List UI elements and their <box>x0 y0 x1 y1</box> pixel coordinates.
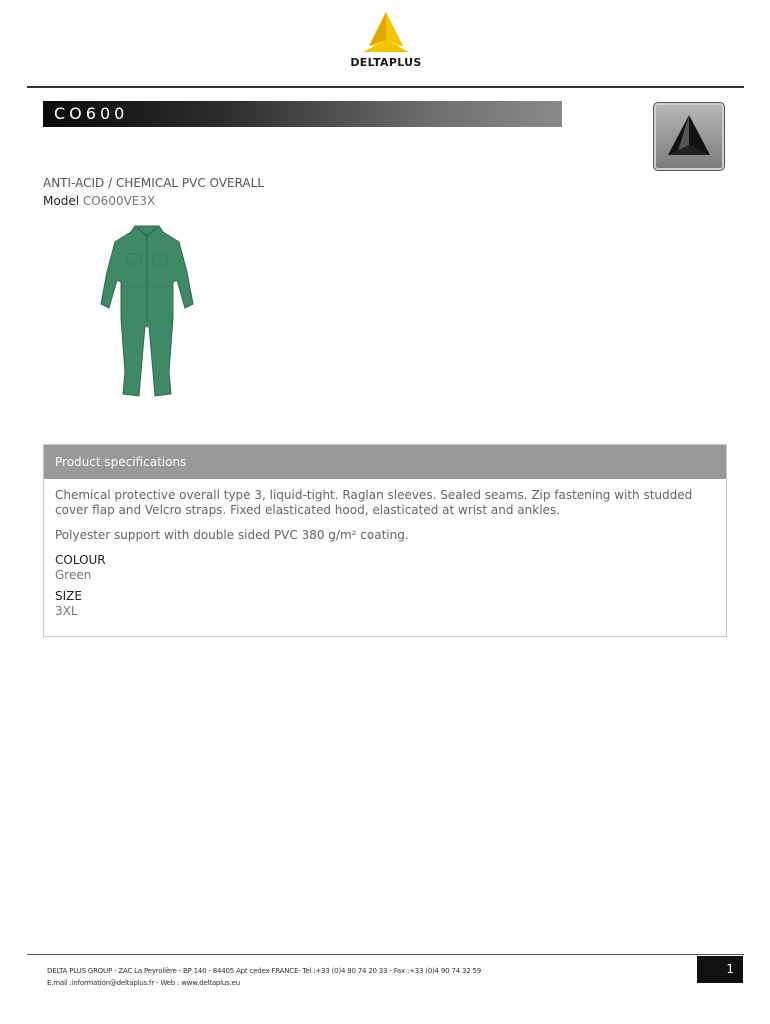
size-value: 3XL <box>55 604 78 618</box>
page-number: 1 <box>726 962 734 976</box>
deltaplus-triangle-icon <box>361 10 411 54</box>
page-number-box <box>697 956 743 983</box>
brand-name: DELTAPLUS <box>350 56 422 69</box>
category-badge <box>653 102 725 171</box>
product-code: CO600 <box>54 104 129 123</box>
colour-value: Green <box>55 568 92 582</box>
product-title-bar <box>43 101 562 127</box>
model-line <box>43 194 155 208</box>
delta-triangle-icon <box>662 111 716 163</box>
specifications-heading: Product specifications <box>44 445 726 479</box>
footer-divider <box>27 954 744 955</box>
header-divider <box>27 86 744 88</box>
product-image <box>97 222 197 400</box>
spec-paragraph-1: Chemical protective overall type 3, liquid-tight. Raglan sleeves. Sealed seams. Zip fastening with studded cover flap and Velcro straps. Fixed elasticated hood, elasticated at wrist and ankles. <box>55 488 693 517</box>
product-specifications-panel <box>43 444 727 637</box>
brand-logo <box>340 10 432 72</box>
size-label: SIZE <box>55 589 82 603</box>
model-value: CO600VE3X <box>82 194 156 208</box>
spec-paragraph-2: Polyester support with double sided PVC 380 g/m² coating. <box>55 528 409 542</box>
footer-address: DELTA PLUS GROUP - ZAC La Peyrolière - BP 140 - 84405 Apt cedex FRANCE- Tel :+33 (0)4 90 74 20 33 - Fax :+33 (0)4 90 74 32 59 <box>47 967 482 975</box>
colour-label: COLOUR <box>55 553 106 567</box>
specifications-body <box>44 479 726 619</box>
product-description: ANTI-ACID / CHEMICAL PVC OVERALL <box>43 176 265 190</box>
footer-email-web: E.mail :information@deltaplus.fr - Web : www.deltaplus.eu <box>47 979 240 987</box>
footer-contact <box>47 965 481 989</box>
green-coverall-image <box>97 222 197 400</box>
model-label: Model <box>43 194 80 208</box>
